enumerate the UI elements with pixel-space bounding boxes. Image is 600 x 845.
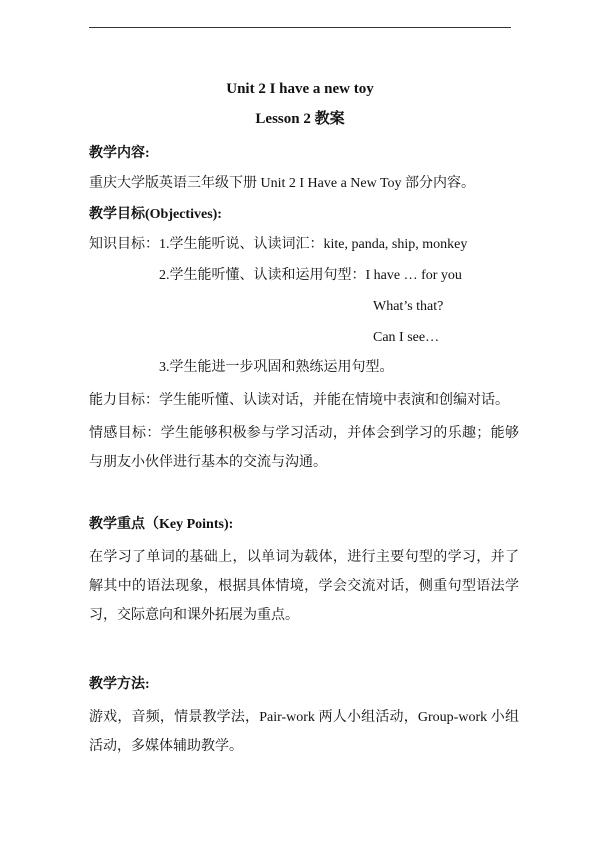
methods-heading: 教学方法:: [89, 677, 150, 692]
key-points-heading: 教学重点（Key Points):: [89, 517, 234, 532]
knowledge-objective-2-sentence-b: What’s that?: [373, 299, 444, 314]
header-rule: [89, 27, 511, 28]
knowledge-objective-2: 2.学生能听懂、认读和运用句型：I have … for you: [159, 268, 462, 283]
methods-text: 游戏，音频，情景教学法，Pair-work 两人小组活动，Group-work 小组活动，多媒体辅助教学。: [89, 710, 519, 754]
content-heading: 教学内容:: [89, 146, 150, 161]
content-text: 重庆大学版英语三年级下册 Unit 2 I Have a New Toy 部分内容。: [89, 176, 476, 191]
objectives-heading: 教学目标(Objectives):: [89, 207, 222, 222]
emotion-objective: 情感目标：学生能够积极参与学习活动，并体会到学习的乐趣；能够与朋友小伙伴进行基本的交流与沟通。: [89, 426, 519, 470]
ability-objective: 能力目标：学生能听懂、认读对话，并能在情境中表演和创编对话。: [89, 393, 509, 408]
page-subtitle: Lesson 2 教案: [255, 111, 345, 127]
knowledge-objective-1: 知识目标：1.学生能听说、认读词汇：kite, panda, ship, monkey: [89, 237, 468, 252]
page-title: Unit 2 I have a new toy: [226, 81, 374, 97]
knowledge-objective-2-sentence-c: Can I see…: [373, 330, 440, 345]
knowledge-objective-3: 3.学生能进一步巩固和熟练运用句型。: [159, 360, 394, 375]
key-points-text: 在学习了单词的基础上，以单词为载体，进行主要句型的学习，并了解其中的语法现象，根据具体情境，学会交流对话，侧重句型语法学习，交际意向和课外拓展为重点。: [89, 550, 519, 623]
